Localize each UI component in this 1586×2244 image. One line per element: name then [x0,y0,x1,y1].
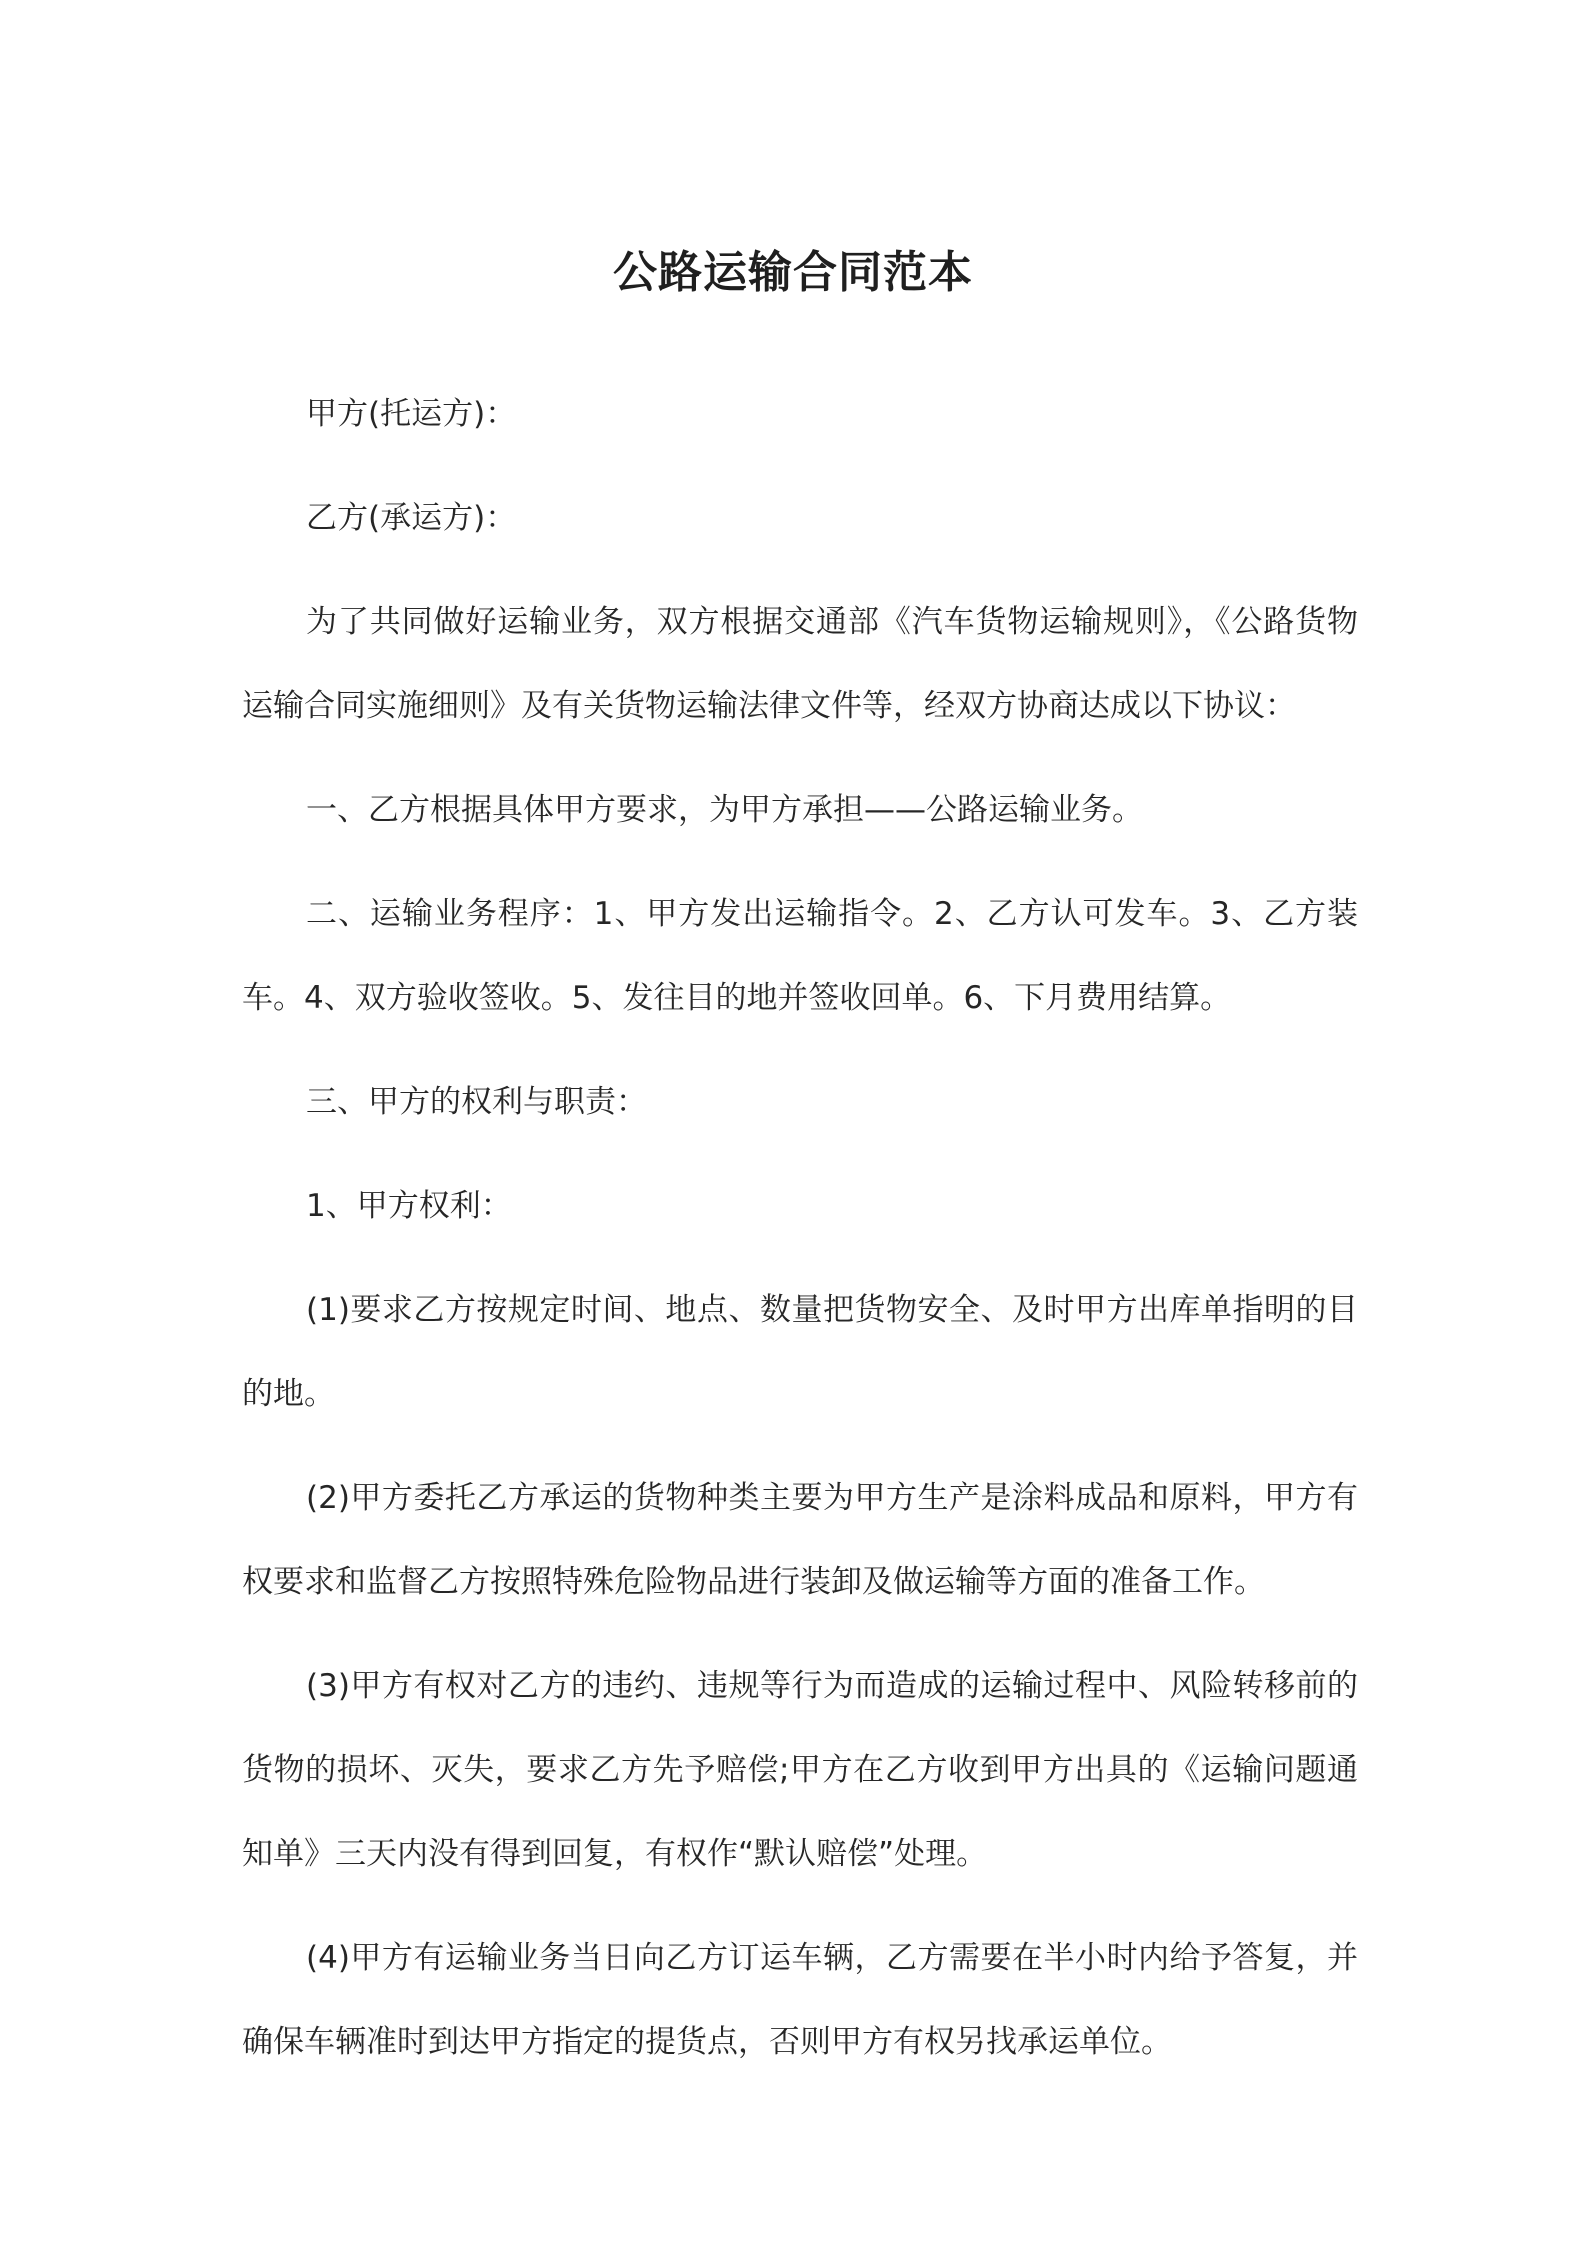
right-4-paragraph: (4)甲方有运输业务当日向乙方订运车辆，乙方需要在半小时内给予答复，并确保车辆准时到达甲方指定的提货点，否则甲方有权另找承运单位。 [242,1940,1358,2060]
party-a-line: 甲方(托运方)： [306,396,517,432]
clause-3-heading: 三、甲方的权利与职责： [306,1084,647,1120]
right-1-paragraph: (1)要求乙方按规定时间、地点、数量把货物安全、及时甲方出库单指明的目的地。 [242,1292,1358,1412]
clause-1-paragraph: 一、乙方根据具体甲方要求，为甲方承担——公路运输业务。 [306,792,1143,828]
right-3-paragraph: (3)甲方有权对乙方的违约、违规等行为而造成的运输过程中、风险转移前的货物的损坏、灭失，要求乙方先予赔偿;甲方在乙方收到甲方出具的《运输问题通知单》三天内没有得到回复，有权作“默认赔偿”处理。 [242,1668,1358,1872]
preamble-paragraph: 为了共同做好运输业务，双方根据交通部《汽车货物运输规则》，《公路货物运输合同实施细则》及有关货物运输法律文件等，经双方协商达成以下协议： [242,604,1358,724]
document-body [242,372,1358,2104]
party-b-line: 乙方(承运方)： [306,500,517,536]
document-title: 公路运输合同范本 [613,247,973,298]
party-a-rights-heading: 1、甲方权利： [306,1188,512,1224]
right-2-paragraph: (2)甲方委托乙方承运的货物种类主要为甲方生产是涂料成品和原料，甲方有权要求和监督乙方按照特殊危险物品进行装卸及做运输等方面的准备工作。 [242,1480,1358,1600]
clause-2-paragraph: 二、运输业务程序：1、甲方发出运输指令。2、乙方认可发车。3、乙方装车。4、双方验收签收。5、发往目的地并签收回单。6、下月费用结算。 [242,896,1358,1016]
